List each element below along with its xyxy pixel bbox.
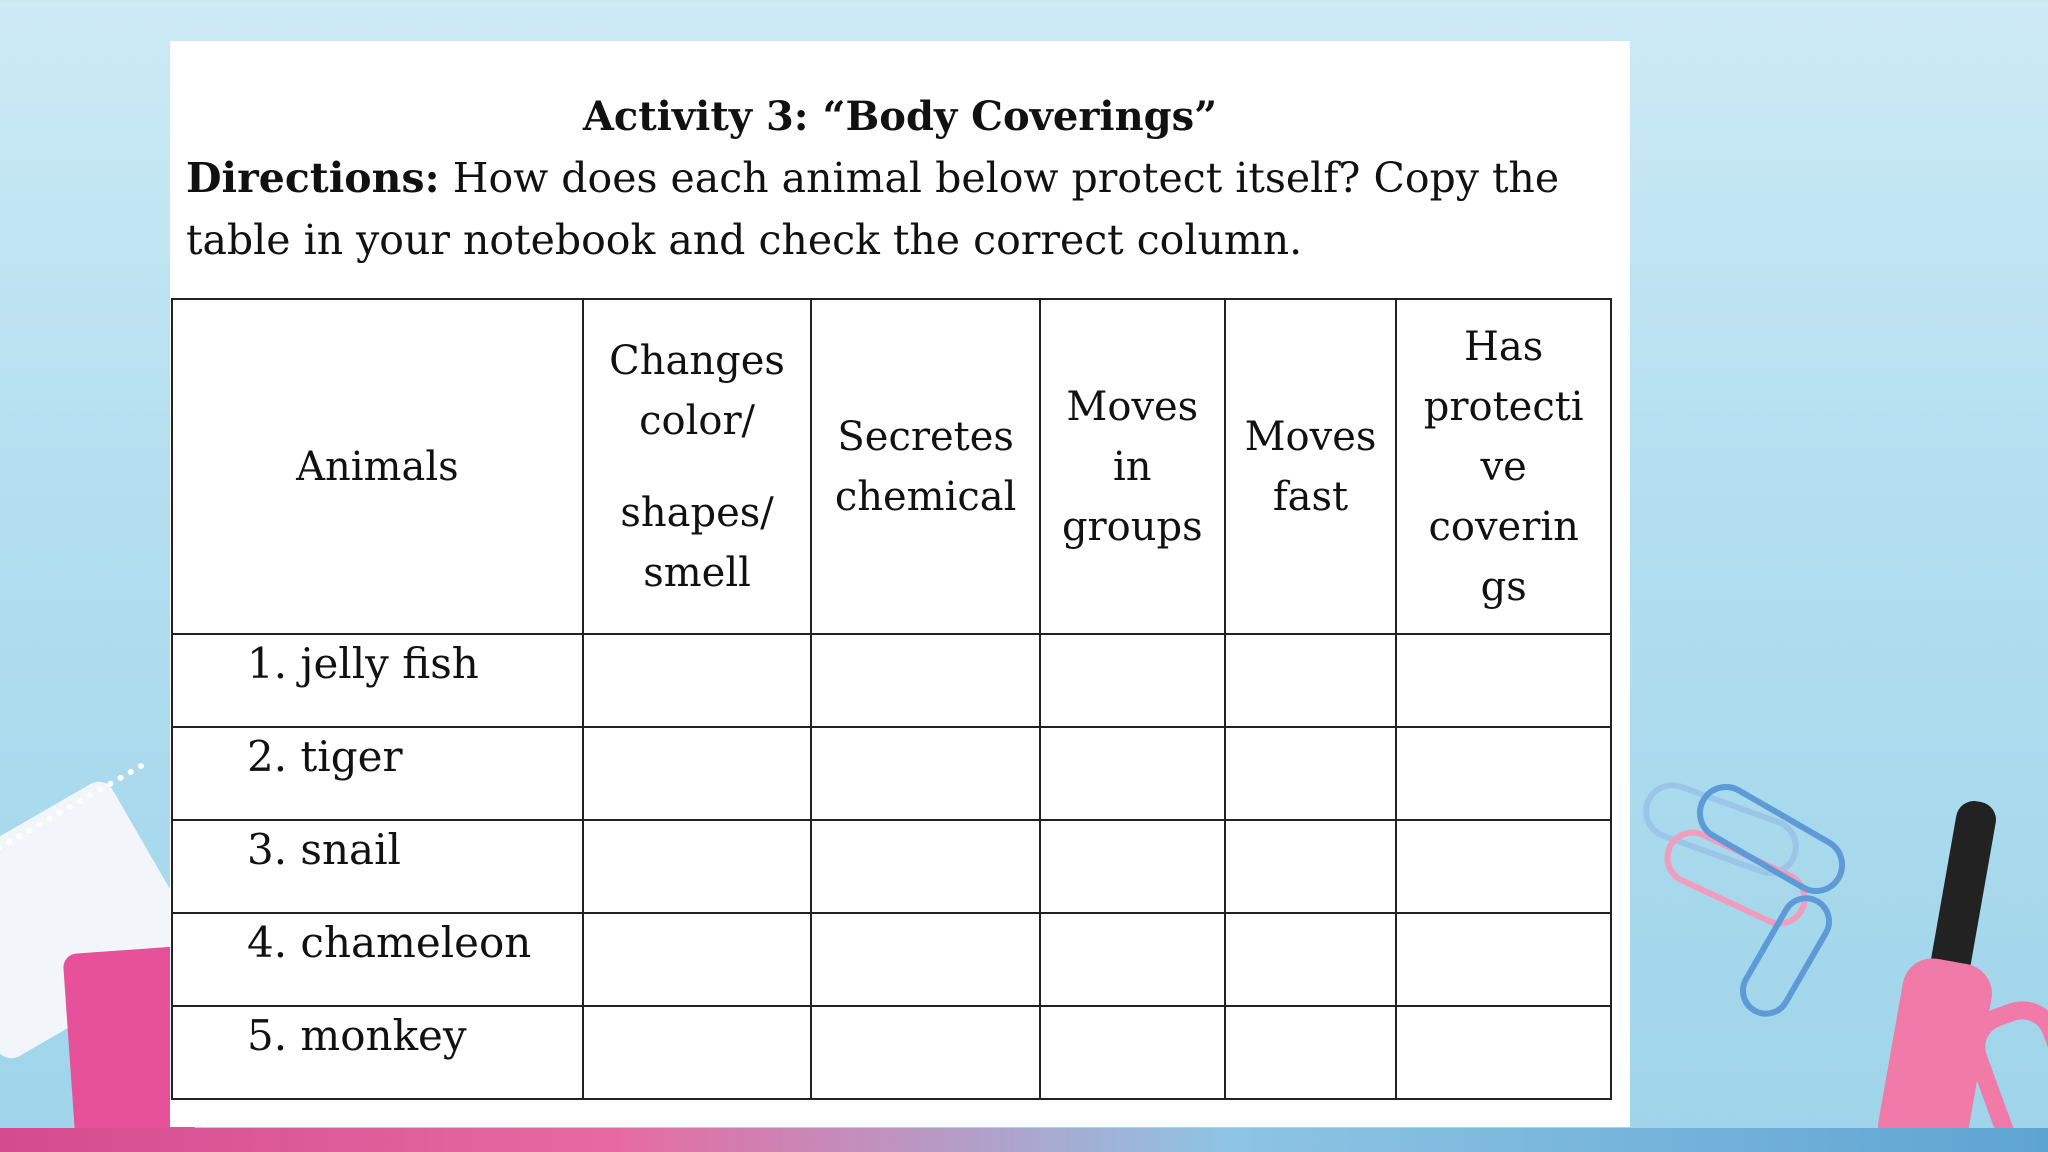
animal-cell: 2. tiger [172,727,583,820]
check-cell [1225,913,1397,1006]
animal-cell: 3. snail [172,820,583,913]
check-cell [1396,1006,1611,1099]
check-cell [583,634,812,727]
header-animals: Animals [172,299,583,634]
table-row [172,913,1611,1006]
animal-cell: 1. jelly fish [172,634,583,727]
table-row [172,1006,1611,1099]
check-cell [1396,727,1611,820]
directions-label: Directions: [186,154,440,202]
bottom-strip-decoration [0,1128,2048,1152]
check-cell [583,820,812,913]
check-cell [811,820,1040,913]
header-changes-color-shape-smell: Changes color/ shapes/ smell [583,299,812,634]
check-cell [1396,820,1611,913]
check-cell [1040,1006,1225,1099]
check-cell [811,727,1040,820]
check-cell [811,634,1040,727]
check-cell [1040,634,1225,727]
check-cell [1040,820,1225,913]
activity-title: Activity 3: “Body Coverings” [582,93,1218,140]
check-cell [1396,634,1611,727]
check-cell [1396,913,1611,1006]
check-cell [583,913,812,1006]
table-row [172,820,1611,913]
table-row [172,727,1611,820]
check-cell [583,1006,812,1099]
animal-cell: 4. chameleon [172,913,583,1006]
activity-table [171,298,1612,1100]
table-header-row [172,299,1611,634]
header-secretes-chemical: Secretes chemical [811,299,1040,634]
directions-body: How does each animal below protect itself? Copy the table in your notebook and check the correct column. [186,154,1560,264]
activity-card [170,41,1630,1127]
check-cell [811,1006,1040,1099]
check-cell [1225,727,1397,820]
check-cell [1040,913,1225,1006]
animal-cell: 5. monkey [172,1006,583,1099]
header-moves-in-groups: Moves in groups [1040,299,1225,634]
check-cell [1225,1006,1397,1099]
check-cell [1225,820,1397,913]
check-cell [1225,634,1397,727]
check-cell [811,913,1040,1006]
header-moves-fast: Moves fast [1225,299,1397,634]
check-cell [583,727,812,820]
directions-text [186,147,1616,271]
header-protective-coverings: Has protecti ve coverin gs [1396,299,1611,634]
check-cell [1040,727,1225,820]
table-row [172,634,1611,727]
